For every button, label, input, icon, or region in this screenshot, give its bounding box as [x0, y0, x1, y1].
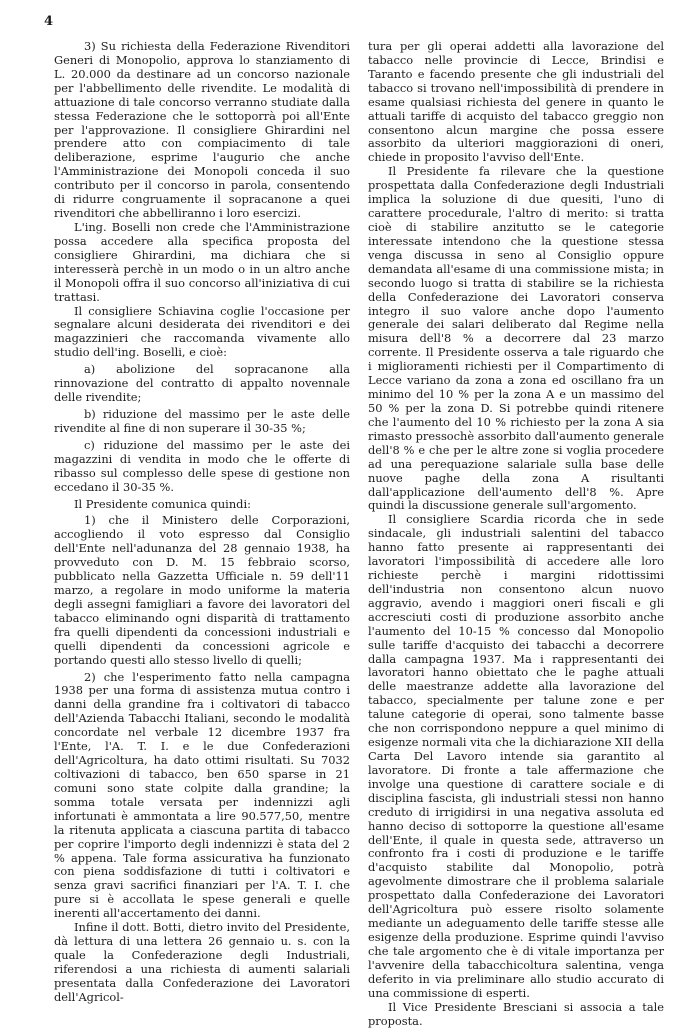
list-item-c: c) riduzione del massimo per le aste dei magazzini di vendita in modo che le offerte di ribasso sul complesso delle spese di gestione non eccedano il 30-35 %.	[54, 437, 350, 494]
paragraph-botti-lettura: Infine il dott. Botti, dietro invito del Presidente, dà lettura di una lettera 26 gennaio u. s. con la quale la Confederazione degli Industriali, riferendosi a una richiesta di aumenti salariali presentata dalla Confederazione dei Lavoratori dell'Agricol-	[54, 920, 350, 1004]
paragraph-presidente-questione: Il Presidente fa rilevare che la questione prospettata dalla Confederazione degli Industriali implica la soluzione di due quesiti, l'uno di carattere procedurale, l'altro di merito: si tratta cioè di stabilire anzitutto se le categorie interessate intendono che la questione stessa venga discussa in seno al Consiglio oppure demandata all'esame di una commissione mista; in secondo luogo si tratta di stabilire se la richiesta della Confederazione dei Lavoratori conserva integro il suo valore anche dopo l'aumento generale dei salari deliberato dal Regime nella misura dell'8 % a decorrere dal 23 marzo corrente. Il Presidente osserva a tale riguardo che i miglioramenti richiesti per il Compartimento di Lecce variano da zona a zona ed oscillano fra un minimo del 10 % per la zona A e un massimo del 50 % per la zona D. Si potrebbe quindi ritenere che l'aumento del 10 % richiesto per la zona A sia rimasto pressochè assorbito dall'aumento generale dell'8 % e che per le altre zone si voglia procedere ad una perequazione salariale sulla base delle nuove paghe della zona A risultanti dall'applicazione dell'aumento dell'8 %. Apre quindi la discussione generale sull'argomento.	[368, 164, 664, 513]
list-item-a: a) abolizione del sopracanone alla rinnovazione del contratto di appalto novennale delle rivendite;	[54, 362, 350, 405]
paragraph-bresciani: Il Vice Presidente Bresciani si associa a tale proposta.	[368, 999, 664, 1028]
right-column	[368, 40, 664, 1028]
left-column	[54, 40, 350, 1005]
list-item-b: b) riduzione del massimo per le aste delle rivendite al fine di non superare il 30-35 %;	[54, 406, 350, 435]
paragraph-rivenditori-concorso: 3) Su richiesta della Federazione Rivenditori Generi di Monopolio, approva lo stanziamento di L. 20.000 da destinare ad un concorso nazionale per l'abbellimento delle rivendite. Le modalità di attuazione di tale concorso verranno studiate dalla stessa Federazione che le sottoporrà poi all'Ente per l'approvazione. Il consigliere Ghirardini nel prendere atto con compiacimento di tale deliberazione, esprime l'augurio che anche l'Amministrazione dei Monopoli conceda il suo contributo per il concorso in parola, consentendo di ridurre congruamente il sopracanone a quei rivenditori che abbelliranno i loro esercizi.	[54, 39, 350, 221]
list-item-2: 2) che l'esperimento fatto nella campagna 1938 per una forma di assistenza mutua contro i danni della grandine fra i coltivatori di tabacco dell'Azienda Tabacchi Italiani, secondo le modalità concordate nel verbale 12 dicembre 1937 fra l'Ente, l'A. T. I. e le due Confederazioni dell'Agricoltura, ha dato ottimi risultati. Su 7032 coltivazioni di tabacco, ben 650 sparse in 21 comuni sono state colpite dalla grandine; la somma totale versata per indennizzi agli infortunati è ammontata a lire 90.577,50, mentre la ritenuta applicata a ciascuna partita di tabacco per coprire l'importo degli indennizzi è stata del 2 % appena. Tale forma assicurativa ha funzionato con piena soddisfazione di tutti i coltivatori e senza gravi sacrifici finanziari per l'A. T. I. che pure si è accollata le spese generali e quelle inerenti all'accertamento dei danni.	[54, 669, 350, 921]
paragraph-continuation: tura per gli operai addetti alla lavorazione del tabacco nelle provincie di Lecce, Brindisi e Taranto e facendo presente che gli industriali del tabacco si trovano nell'impossibilità di prendere in esame qualsiasi richiesta del genere in quanto le attuali tariffe di acquisto del tabacco greggio non consentono alcun margine che possa essere assorbito da ulteriori maggiorazioni di oneri, chiede in proposito l'avviso dell'Ente.	[368, 39, 664, 165]
list-item-1: 1) che il Ministero delle Corporazioni, accogliendo il voto espresso dal Consiglio dell'Ente nell'adunanza del 28 gennaio 1938, ha provveduto con D. M. 15 febbraio scorso, pubblicato nella Gazzetta Ufficiale n. 59 dell'11 marzo, a regolare in modo uniforme la materia degli assegni famigliari a favore dei lavoratori del tabacco eliminando ogni disparità di trattamento fra quelli dipendenti da concessioni industriali e quelli dipendenti da concessioni agricole e portando questi allo stesso livello di quelli;	[54, 513, 350, 667]
paragraph-scardia: Il consigliere Scardia ricorda che in sede sindacale, gli industriali salentini del tabacco hanno fatto presente ai rappresentanti dei lavoratori l'impossibilità di accedere alle loro richieste perchè i margini ridottissimi dell'industria non consentono alcun nuovo aggravio, avendo i maggiori oneri fiscali e gli accresciuti costi di produzione assorbito anche l'aumento del 10-15 % concesso dal Monopolio sulle tariffe d'acquisto dei tabacchi a decorrere dalla campagna 1937. Ma i rappresentanti dei lavoratori hanno obiettato che le paghe attuali delle maestranze addette alla lavorazione del tabacco, specialmente per talune zone e per talune categorie di operai, sono talmente basse che non corrispondono neppure a quel minimo di esigenze normali vita che la dichiarazione XII della Carta Del Lavoro intende sia garantito al lavoratore. Di fronte a tale affermazione che involge una questione di carattere sociale e di disciplina fascista, gli industriali stessi non hanno creduto di irrigidirsi in una negativa assoluta ed hanno deciso di sottoporre la questione all'esame dell'Ente, il quale in questa sede, attraverso un confronto fra i costi di produzione e le tariffe d'acquisto stabilite dal Monopolio, potrà agevolmente dimostrare che il problema salariale prospettato dalla Confederazione dei Lavoratori dell'Agricoltura può essere risolto solamente mediante un adeguamento delle tariffe stesse alle esigenze della produzione. Esprime quindi l'avviso che tale argomento che è di vitale importanza per l'avvenire della tabacchicoltura salentina, venga deferito in via preliminare allo studio accurato di una commissione di esperti.	[368, 512, 664, 1000]
page-number: 4	[44, 14, 54, 29]
paragraph-schiavina: Il consigliere Schiavina coglie l'occasione per segnalare alcuni desiderata dei rivenditori e dei magazzinieri che raccomanda vivamente allo studio dell'ing. Boselli, e cioè:	[54, 303, 350, 360]
paragraph-boselli-reply: L'ing. Boselli non crede che l'Amministrazione possa accedere alla specifica proposta del consigliere Ghirardini, ma dichiara che si interesserà perchè in un modo o in un altro anche il Monopoli offra il suo concorso all'iniziativa di cui trattasi.	[54, 219, 350, 304]
paragraph-presidente-comunica: Il Presidente comunica quindi:	[74, 496, 251, 511]
